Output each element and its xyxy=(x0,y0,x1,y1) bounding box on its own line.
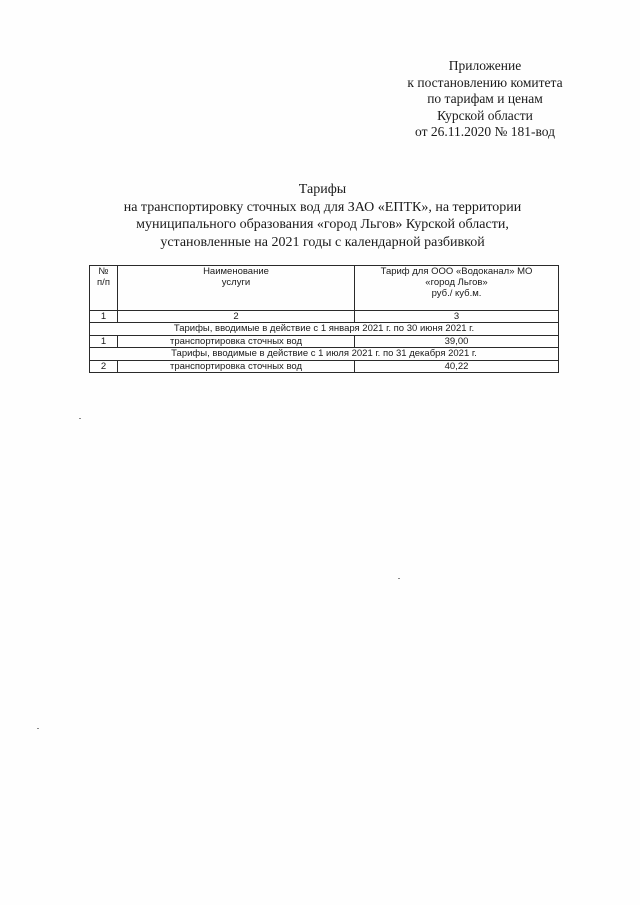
header-text: № xyxy=(98,266,109,277)
column-number: 1 xyxy=(90,311,118,323)
row-service: транспортировка сточных вод xyxy=(118,336,355,348)
header-text: услуги xyxy=(221,277,251,288)
header-tariff-cell xyxy=(355,266,559,311)
appendix-line: к постановлению комитета xyxy=(407,74,563,90)
header-number-cell xyxy=(90,266,118,311)
header-text: Наименование xyxy=(203,266,269,277)
table-row xyxy=(90,336,559,348)
appendix-note xyxy=(380,58,590,141)
header-text: «город Льгов» xyxy=(425,277,488,288)
period-label: Тарифы, вводимые в действие с 1 января 2021 г. по 30 июня 2021 г. xyxy=(90,323,559,336)
title-line: муниципального образования «город Льгов» Курской области, xyxy=(136,217,509,232)
header-text: п/п xyxy=(97,277,110,288)
scan-speck xyxy=(398,578,400,579)
column-number: 3 xyxy=(355,311,559,323)
period-row xyxy=(90,323,559,336)
scan-speck xyxy=(79,418,81,419)
period-label: Тарифы, вводимые в действие с 1 июля 2021 г. по 31 декабря 2021 г. xyxy=(90,348,559,361)
column-numbering-row xyxy=(90,311,559,323)
row-tariff: 40,22 xyxy=(355,361,559,373)
row-tariff: 39,00 xyxy=(355,336,559,348)
tariff-table xyxy=(89,265,559,373)
document-title xyxy=(90,181,555,251)
row-service: транспортировка сточных вод xyxy=(118,361,355,373)
title-line: на транспортировку сточных вод для ЗАО «ЕПТК», на территории xyxy=(123,199,522,215)
row-number: 1 xyxy=(90,336,118,348)
appendix-line: Приложение xyxy=(448,58,522,73)
appendix-line: по тарифам и ценам xyxy=(427,91,543,106)
header-service-cell xyxy=(118,266,355,311)
table-row xyxy=(90,361,559,373)
scan-speck xyxy=(37,728,39,729)
header-text: руб./ куб.м. xyxy=(431,288,482,299)
appendix-line: от 26.11.2020 № 181-вод xyxy=(415,124,555,139)
column-number: 2 xyxy=(118,311,355,323)
appendix-line: Курской области xyxy=(437,107,533,123)
table-header-row xyxy=(90,266,559,311)
period-row xyxy=(90,348,559,361)
title-heading: Тарифы xyxy=(298,182,347,197)
header-text: Тариф для ООО «Водоканал» МО xyxy=(380,266,533,277)
title-line: установленные на 2021 годы с календарной разбивкой xyxy=(160,234,485,250)
row-number: 2 xyxy=(90,361,118,373)
